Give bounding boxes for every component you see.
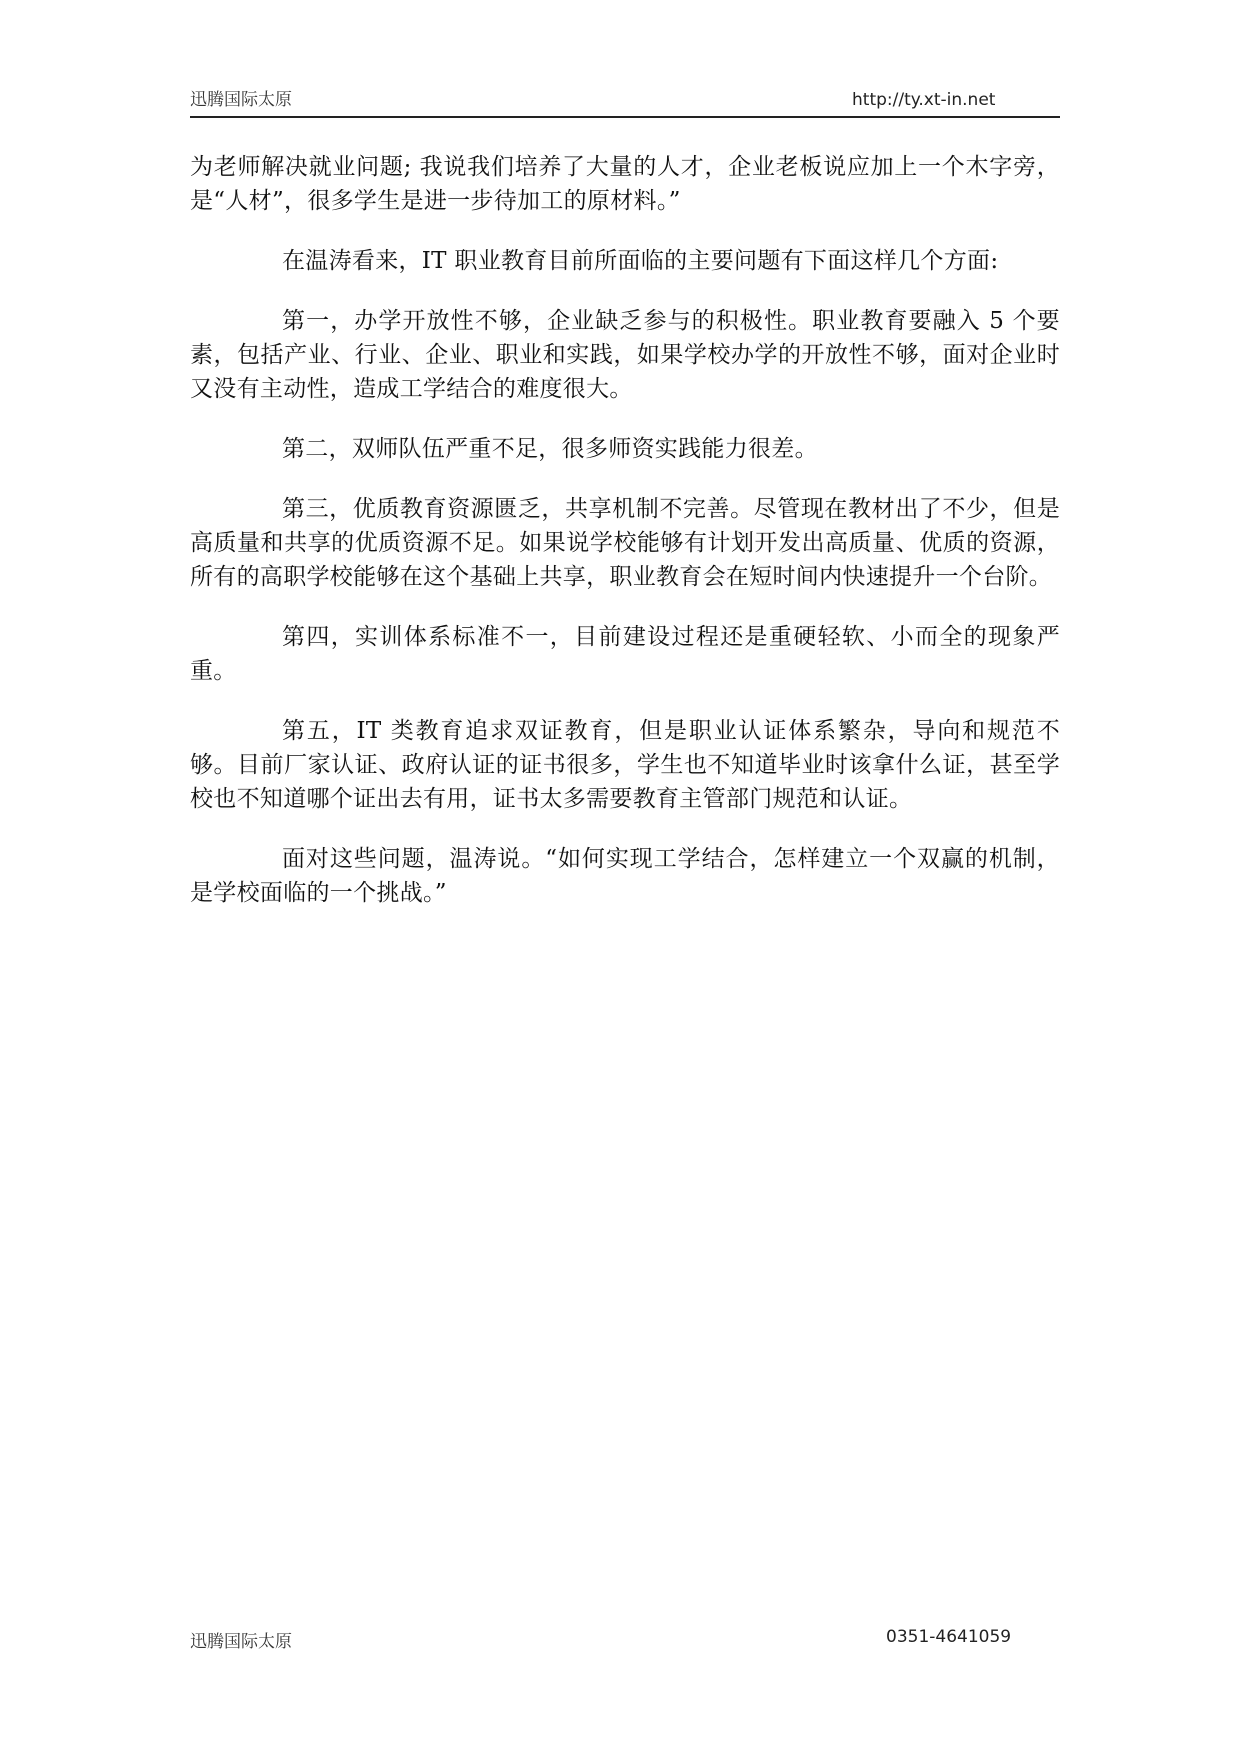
paragraph-point-3: 第三，优质教育资源匮乏，共享机制不完善。尽管现在教材出了不少，但是高质量和共享的优质资源不足。如果说学校能够有计划开发出高质量、优质的资源，所有的高职学校能够在这个基础上共享，职业教育会在短时间内快速提升一个台阶。 xyxy=(190,496,1060,590)
paragraph-intro: 在温涛看来，IT 职业教育目前所面临的主要问题有下面这样几个方面: xyxy=(282,248,999,274)
paragraph-point-1: 第一，办学开放性不够，企业缺乏参与的积极性。职业教育要融入 5 个要素，包括产业、行业、企业、职业和实践，如果学校办学的开放性不够，面对企业时又没有主动性，造成工学结合的难度很大。 xyxy=(190,308,1060,402)
header-company-name: 迅腾国际太原 xyxy=(190,90,292,110)
paragraph-point-5: 第五，IT 类教育追求双证教育，但是职业认证体系繁杂，导向和规范不够。目前厂家认证、政府认证的证书很多，学生也不知道毕业时该拿什么证，甚至学校也不知道哪个证出去有用，证书太多需要教育主管部门规范和认证。 xyxy=(190,718,1060,812)
page-header xyxy=(190,90,1060,118)
document-body xyxy=(190,150,1060,910)
paragraph-conclusion: 面对这些问题，温涛说。“如何实现工学结合，怎样建立一个双赢的机制，是学校面临的一个挑战。” xyxy=(190,846,1060,906)
paragraph-point-2: 第二，双师队伍严重不足，很多师资实践能力很差。 xyxy=(282,436,818,462)
paragraph-continued: 为老师解决就业问题; 我说我们培养了大量的人才，企业老板说应加上一个木字旁，是“人材”，很多学生是进一步待加工的原材料。” xyxy=(190,154,1060,214)
paragraph-point-4: 第四，实训体系标准不一，目前建设过程还是重硬轻软、小而全的现象严重。 xyxy=(190,624,1060,684)
footer-company-name: 迅腾国际太原 xyxy=(190,1632,292,1652)
header-website-link[interactable]: http://ty.xt-in.net xyxy=(852,90,996,110)
footer-phone-number: 0351-4641059 xyxy=(886,1627,1012,1647)
